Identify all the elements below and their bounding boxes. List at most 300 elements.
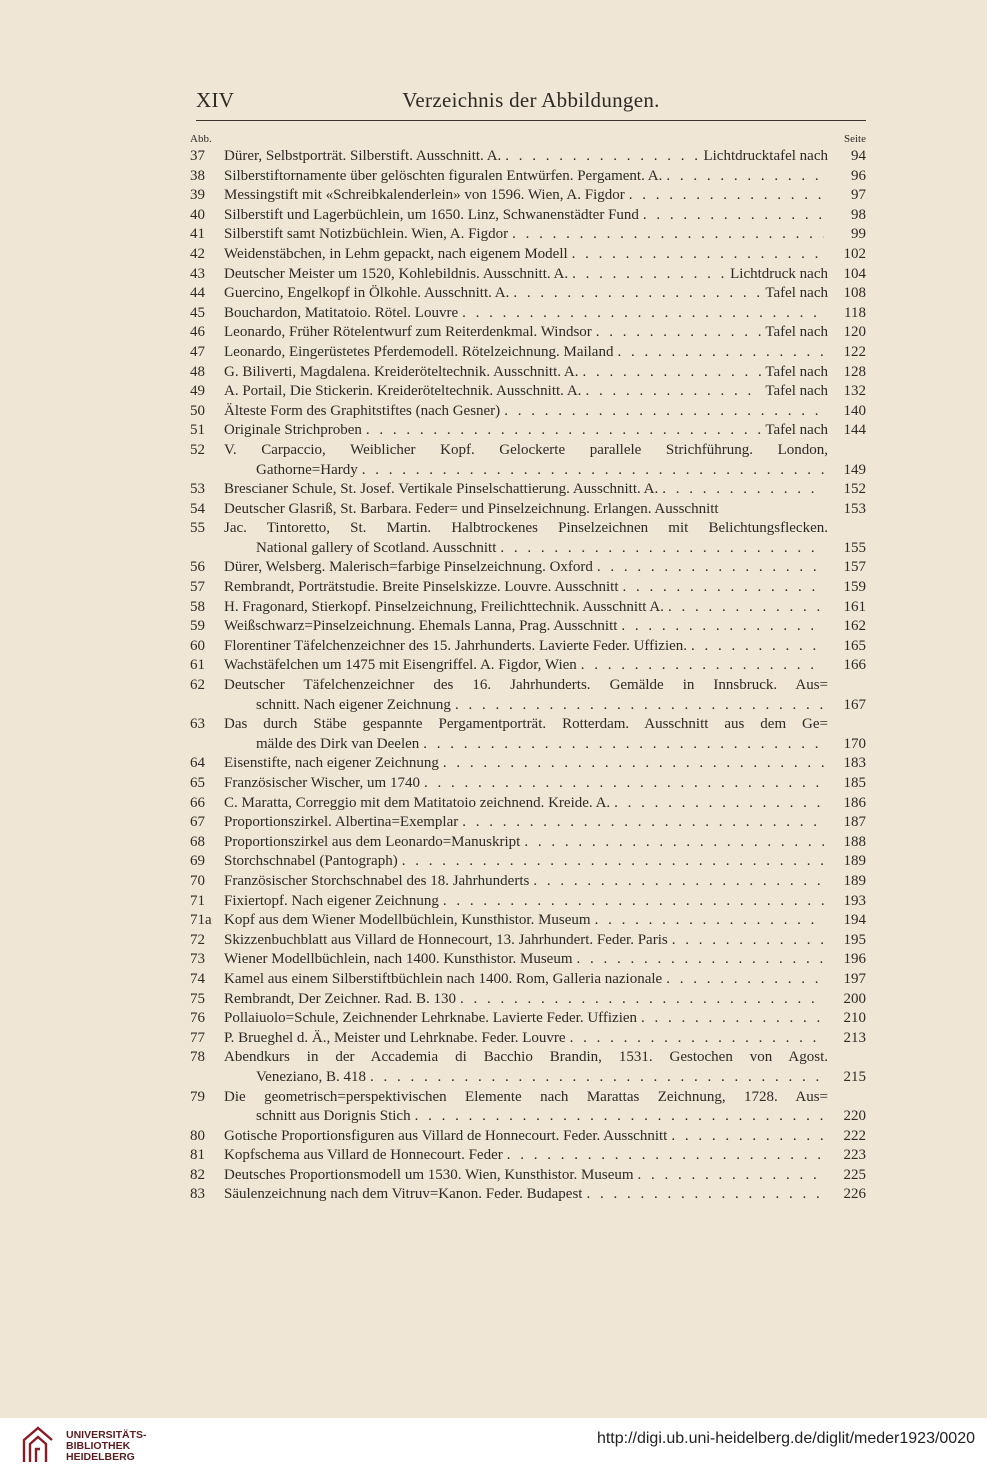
caption-text: Guercino, Engelkopf in Ölkohle. Ausschnitt. A. xyxy=(224,285,510,302)
dot-leader xyxy=(623,578,824,598)
figure-number: 43 xyxy=(190,265,205,282)
page-reference: 149 xyxy=(843,461,866,478)
dot-leader xyxy=(643,206,824,226)
dot-leader xyxy=(500,539,824,559)
figure-number: 48 xyxy=(190,363,205,380)
caption-text: Kopfschema aus Villard de Honnecourt. Feder xyxy=(224,1147,503,1164)
dot-leader xyxy=(586,1185,824,1205)
page-reference: 170 xyxy=(843,735,866,752)
list-item xyxy=(0,813,987,833)
list-item xyxy=(0,186,987,206)
figure-caption xyxy=(224,402,828,422)
caption-text: Silberstiftornamente über gelöschten figuralen Entwürfen. Pergament. A. xyxy=(224,167,663,184)
caption-text: Storchschnabel (Pantograph) xyxy=(224,853,398,870)
dot-leader xyxy=(572,245,824,265)
dot-leader xyxy=(455,696,824,716)
figure-number: 45 xyxy=(190,304,205,321)
caption-text: mälde des Dirk van Deelen xyxy=(256,735,420,752)
figure-caption xyxy=(224,852,828,872)
page-reference: 210 xyxy=(843,1010,866,1027)
figure-number: 55 xyxy=(190,520,205,537)
plate-note: Tafel nach xyxy=(765,363,828,380)
figure-caption xyxy=(224,500,828,520)
list-item xyxy=(0,754,987,774)
plate-note: Tafel nach xyxy=(765,324,828,341)
figure-number: 38 xyxy=(190,167,205,184)
caption-text: Skizzenbuchblatt aus Villard de Honnecourt, 13. Jahrhundert. Feder. Paris xyxy=(224,931,668,948)
plate-note: Lichtdruck nach xyxy=(730,265,828,282)
caption-text: Deutscher Meister um 1520, Kohlebildnis. Ausschnitt. A. xyxy=(224,265,569,282)
list-item xyxy=(0,245,987,265)
dot-leader xyxy=(507,1146,824,1166)
library-name-line1: UNIVERSITÄTS- xyxy=(66,1429,147,1441)
figure-caption xyxy=(224,167,828,187)
figure-caption xyxy=(224,794,828,814)
figure-number: 49 xyxy=(190,383,205,400)
dot-leader xyxy=(666,970,824,990)
list-item xyxy=(0,441,987,480)
caption-text: Deutsches Proportionsmodell um 1530. Wien, Kunsthistor. Museum xyxy=(224,1166,634,1183)
caption-text: Leonardo, Früher Rötelentwurf zum Reiterdenkmal. Windsor xyxy=(224,324,592,341)
page-reference: 102 xyxy=(843,245,866,262)
page-reference: 97 xyxy=(851,187,866,204)
page-reference: 223 xyxy=(843,1147,866,1164)
list-item xyxy=(0,970,987,990)
caption-text: Silberstift samt Notizbüchlein. Wien, A. Figdor xyxy=(224,226,509,243)
dot-leader xyxy=(512,225,824,245)
figure-caption xyxy=(224,715,828,754)
caption-text: Proportionszirkel aus dem Leonardo=Manuskript xyxy=(224,833,521,850)
caption-text: C. Maratta, Correggio mit dem Matitatoio zeichnend. Kreide. A. xyxy=(224,794,611,811)
page-reference: 161 xyxy=(843,598,866,615)
dot-leader xyxy=(596,323,762,343)
figure-number: 64 xyxy=(190,755,205,772)
caption-text: Älteste Form des Graphitstiftes (nach Gesner) xyxy=(224,402,501,419)
figure-caption xyxy=(224,754,828,774)
figure-number: 41 xyxy=(190,226,205,243)
figure-caption xyxy=(224,911,828,931)
dot-leader xyxy=(424,774,824,794)
list-item xyxy=(0,1048,987,1087)
page-reference: 165 xyxy=(843,637,866,654)
figure-caption xyxy=(224,323,828,343)
page-reference: 183 xyxy=(843,755,866,772)
list-item xyxy=(0,225,987,245)
figure-number: 40 xyxy=(190,206,205,223)
figure-caption xyxy=(224,558,828,578)
page-reference: 144 xyxy=(843,422,866,439)
caption-text: Weidenstäbchen, in Lehm gepackt, nach eigenem Modell xyxy=(224,245,568,262)
caption-text: Leonardo, Eingerüstetes Pferdemodell. Rötelzeichnung. Mailand xyxy=(224,343,614,360)
column-head-seite: Seite xyxy=(844,133,866,145)
list-item xyxy=(0,421,987,441)
figure-caption xyxy=(224,245,828,265)
figure-number: 77 xyxy=(190,1029,205,1046)
figure-number: 62 xyxy=(190,677,205,694)
figure-caption xyxy=(224,343,828,363)
figure-caption xyxy=(224,382,828,402)
dot-leader xyxy=(617,343,824,363)
dot-leader xyxy=(402,852,824,872)
page-reference: 226 xyxy=(843,1186,866,1203)
list-item xyxy=(0,402,987,422)
library-name xyxy=(66,1430,147,1463)
figure-caption xyxy=(224,892,828,912)
figure-number: 60 xyxy=(190,637,205,654)
caption-text: Bouchardon, Matitatoio. Rötel. Louvre xyxy=(224,304,459,321)
list-item xyxy=(0,206,987,226)
list-item xyxy=(0,637,987,657)
caption-text: A. Portail, Die Stickerin. Kreideröteltechnik. Ausschnitt. A. xyxy=(224,383,582,400)
figure-number: 51 xyxy=(190,422,205,439)
figure-caption xyxy=(224,186,828,206)
page-reference: 196 xyxy=(843,951,866,968)
caption-text: Fixiertopf. Nach eigener Zeichnung xyxy=(224,892,439,909)
dot-leader xyxy=(614,794,824,814)
dot-leader xyxy=(513,284,761,304)
list-item xyxy=(0,382,987,402)
page-reference: 193 xyxy=(843,892,866,909)
figure-caption xyxy=(224,931,828,951)
figure-number: 63 xyxy=(190,716,205,733)
figure-number: 53 xyxy=(190,481,205,498)
dot-leader xyxy=(583,363,762,383)
list-item xyxy=(0,284,987,304)
figure-number: 70 xyxy=(190,872,205,889)
list-item xyxy=(0,363,987,383)
caption-text: Wachstäfelchen um 1475 mit Eisengriffel. A. Figdor, Wien xyxy=(224,657,577,674)
figure-caption xyxy=(224,1088,828,1127)
figure-caption xyxy=(224,363,828,383)
list-item xyxy=(0,892,987,912)
dot-leader xyxy=(662,480,824,500)
list-item xyxy=(0,715,987,754)
list-item xyxy=(0,265,987,285)
library-name-line3: HEIDELBERG xyxy=(66,1451,135,1463)
plate-note: Tafel nach xyxy=(765,285,828,302)
caption-line-1: Jac. Tintoretto, St. Martin. Halbtrockenes Pinselzeichnen mit Belichtungsflecken. xyxy=(224,520,828,537)
caption-text: H. Fragonard, Stierkopf. Pinselzeichnung, Freilichttechnik. Ausschnitt A. xyxy=(224,598,664,615)
list-item xyxy=(0,304,987,324)
caption-text: Originale Strichproben xyxy=(224,422,362,439)
list-item xyxy=(0,911,987,931)
figure-number: 52 xyxy=(190,441,205,458)
figure-number: 59 xyxy=(190,618,205,635)
dot-leader xyxy=(629,186,824,206)
figure-number: 46 xyxy=(190,324,205,341)
figure-number: 44 xyxy=(190,285,205,302)
figure-caption xyxy=(224,1146,828,1166)
figure-caption xyxy=(224,1166,828,1186)
figure-number: 76 xyxy=(190,1010,205,1027)
dot-leader xyxy=(415,1107,824,1127)
list-item xyxy=(0,852,987,872)
figure-caption xyxy=(224,774,828,794)
figure-caption xyxy=(224,970,828,990)
dot-leader xyxy=(443,892,824,912)
dot-leader xyxy=(505,147,699,167)
dot-leader xyxy=(671,1127,824,1147)
figure-caption xyxy=(224,1185,828,1205)
page-reference: 215 xyxy=(843,1068,866,1085)
figure-number: 61 xyxy=(190,657,205,674)
figure-number: 73 xyxy=(190,951,205,968)
figure-number: 37 xyxy=(190,148,205,164)
figure-list xyxy=(0,147,987,1205)
figure-number: 82 xyxy=(190,1166,205,1183)
list-item xyxy=(0,1088,987,1127)
list-item xyxy=(0,1009,987,1029)
page-reference: 197 xyxy=(843,970,866,987)
figure-caption xyxy=(224,833,828,853)
page-reference: 194 xyxy=(843,912,866,929)
page-reference: 104 xyxy=(843,265,866,282)
page-reference: 185 xyxy=(843,775,866,791)
caption-text: Pollaiuolo=Schule, Zeichnender Lehrknabe. Lavierte Feder. Uffizien xyxy=(224,1010,638,1027)
figure-caption xyxy=(224,225,828,245)
page-reference: 195 xyxy=(843,931,866,948)
figure-caption xyxy=(224,656,828,676)
dot-leader xyxy=(362,461,824,481)
caption-text: Kopf aus dem Wiener Modellbüchlein, Kunsthistor. Museum xyxy=(224,912,591,929)
page-reference: 152 xyxy=(843,481,866,498)
page-reference: 213 xyxy=(843,1029,866,1046)
dot-leader xyxy=(524,833,824,853)
dot-leader xyxy=(443,754,824,774)
figure-number: 42 xyxy=(190,245,205,262)
figure-caption xyxy=(224,872,828,892)
dot-leader xyxy=(462,813,824,833)
list-item xyxy=(0,519,987,558)
caption-text: Gotische Proportionsfiguren aus Villard de Honnecourt. Feder. Ausschnitt xyxy=(224,1127,668,1144)
page-reference: 166 xyxy=(843,657,866,674)
page-reference: 155 xyxy=(843,539,866,556)
caption-text: National gallery of Scotland. Ausschnitt xyxy=(256,539,497,556)
page-reference: 94 xyxy=(851,148,866,164)
figure-number: 81 xyxy=(190,1147,205,1164)
list-item xyxy=(0,794,987,814)
figure-number: 56 xyxy=(190,559,205,576)
figure-caption xyxy=(224,1029,828,1049)
list-item xyxy=(0,1029,987,1049)
page-reference: 128 xyxy=(843,363,866,380)
plate-note: Lichtdrucktafel nach xyxy=(703,148,828,164)
page-reference: 140 xyxy=(843,402,866,419)
dot-leader xyxy=(641,1009,824,1029)
dot-leader xyxy=(595,911,824,931)
page-reference: 189 xyxy=(843,872,866,889)
dot-leader xyxy=(585,382,761,402)
list-item xyxy=(0,167,987,187)
list-item xyxy=(0,1127,987,1147)
list-item xyxy=(0,1166,987,1186)
page-reference: 188 xyxy=(843,833,866,850)
figure-number: 39 xyxy=(190,187,205,204)
figure-number: 57 xyxy=(190,579,205,596)
figure-caption xyxy=(224,1009,828,1029)
page-reference: 132 xyxy=(843,383,866,400)
plate-note: Tafel nach xyxy=(765,422,828,439)
dot-leader xyxy=(570,1029,824,1049)
figure-number: 50 xyxy=(190,402,205,419)
caption-line-1: Die geometrisch=perspektivischen Elemente nach Marattas Zeichnung, 1728. Aus= xyxy=(224,1088,828,1105)
page-reference: 222 xyxy=(843,1127,866,1144)
list-item xyxy=(0,676,987,715)
figure-number: 71a xyxy=(190,912,212,929)
list-item xyxy=(0,147,987,167)
figure-number: 78 xyxy=(190,1049,205,1066)
list-item xyxy=(0,558,987,578)
dot-leader xyxy=(370,1068,824,1088)
figure-number: 65 xyxy=(190,775,205,791)
figure-caption xyxy=(224,676,828,715)
dot-leader xyxy=(666,167,824,187)
figure-caption xyxy=(224,813,828,833)
figure-number: 54 xyxy=(190,500,205,517)
list-item xyxy=(0,931,987,951)
figure-caption xyxy=(224,950,828,970)
list-item xyxy=(0,833,987,853)
figure-caption xyxy=(224,284,828,304)
dot-leader xyxy=(638,1166,824,1186)
figure-number: 69 xyxy=(190,853,205,870)
dot-leader xyxy=(533,872,824,892)
page-reference: 162 xyxy=(843,618,866,635)
page-reference: 200 xyxy=(843,990,866,1007)
caption-text: G. Biliverti, Magdalena. Kreideröteltechnik. Ausschnitt. A. xyxy=(224,363,579,380)
page-reference: 187 xyxy=(843,814,866,831)
caption-text: schnitt aus Dorignis Stich xyxy=(256,1108,411,1125)
caption-text: schnitt. Nach eigener Zeichnung xyxy=(256,696,451,713)
dot-leader xyxy=(462,304,824,324)
list-item xyxy=(0,950,987,970)
dot-leader xyxy=(672,931,824,951)
figure-number: 74 xyxy=(190,970,205,987)
list-item xyxy=(0,343,987,363)
page-reference: 108 xyxy=(843,285,866,302)
page-reference: 157 xyxy=(843,559,866,576)
caption-text: Brescianer Schule, St. Josef. Vertikale Pinselschattierung. Ausschnitt. A. xyxy=(224,481,659,498)
library-logo-icon xyxy=(18,1424,60,1466)
figure-number: 83 xyxy=(190,1186,205,1203)
dot-leader xyxy=(581,656,824,676)
page-reference: 189 xyxy=(843,853,866,870)
caption-text: Dürer, Welsberg. Malerisch=farbige Pinselzeichnung. Oxford xyxy=(224,559,593,576)
header-rule xyxy=(196,120,866,121)
list-item xyxy=(0,872,987,892)
figure-caption xyxy=(224,578,828,598)
figure-number: 47 xyxy=(190,343,205,360)
dot-leader xyxy=(504,402,824,422)
list-item xyxy=(0,656,987,676)
column-head-abb: Abb. xyxy=(190,133,212,145)
caption-text: Kamel aus einem Silberstiftbüchlein nach 1400. Rom, Galleria nazionale xyxy=(224,970,663,987)
page-reference: 220 xyxy=(843,1108,866,1125)
figure-number: 80 xyxy=(190,1127,205,1144)
figure-caption xyxy=(224,990,828,1010)
list-item xyxy=(0,480,987,500)
figure-number: 75 xyxy=(190,990,205,1007)
dot-leader xyxy=(460,990,824,1010)
figure-caption xyxy=(224,1048,828,1087)
figure-caption xyxy=(224,206,828,226)
page-reference: 120 xyxy=(843,324,866,341)
page-reference: 99 xyxy=(851,226,866,243)
dot-leader xyxy=(668,598,824,618)
dot-leader xyxy=(572,265,726,285)
list-item xyxy=(0,617,987,637)
source-url[interactable]: http://digi.ub.uni-heidelberg.de/diglit/meder1923/0020 xyxy=(596,1430,975,1447)
list-item xyxy=(0,1185,987,1205)
list-item xyxy=(0,598,987,618)
page-reference: 98 xyxy=(851,206,866,223)
figure-caption xyxy=(224,304,828,324)
dot-leader xyxy=(366,421,761,441)
figure-number: 68 xyxy=(190,833,205,850)
caption-line-1: Das durch Stäbe gespannte Pergamentporträt. Rotterdam. Ausschnitt aus dem Ge= xyxy=(224,716,828,733)
caption-text: Proportionszirkel. Albertina=Exemplar xyxy=(224,814,459,831)
page-reference: 96 xyxy=(851,167,866,184)
figure-caption xyxy=(224,598,828,618)
caption-text: Rembrandt, Porträtstudie. Breite Pinselskizze. Louvre. Ausschnitt xyxy=(224,579,619,596)
dot-leader xyxy=(423,735,824,755)
list-item xyxy=(0,578,987,598)
dot-leader xyxy=(621,617,824,637)
caption-text: Französischer Storchschnabel des 18. Jahrhunderts xyxy=(224,872,530,889)
figure-number: 67 xyxy=(190,814,205,831)
caption-text: P. Brueghel d. Ä., Meister und Lehrknabe. Feder. Louvre xyxy=(224,1029,566,1046)
caption-text: Französischer Wischer, um 1740 xyxy=(224,775,420,791)
page-reference: 225 xyxy=(843,1166,866,1183)
list-item xyxy=(0,774,987,794)
figure-caption xyxy=(224,637,828,657)
figure-number: 66 xyxy=(190,794,205,811)
library-name-line2: BIBLIOTHEK xyxy=(66,1440,131,1452)
figure-number: 71 xyxy=(190,892,205,909)
caption-text: Veneziano, B. 418 xyxy=(256,1068,366,1085)
dot-leader xyxy=(597,558,824,578)
plate-note: Tafel nach xyxy=(765,383,828,400)
figure-caption xyxy=(224,265,828,285)
page-reference: 167 xyxy=(843,696,866,713)
figure-caption xyxy=(224,617,828,637)
caption-text: Silberstift und Lagerbüchlein, um 1650. Linz, Schwanenstädter Fund xyxy=(224,206,639,223)
figure-caption xyxy=(224,480,828,500)
header-page-number: XIV xyxy=(196,88,235,112)
figure-caption xyxy=(224,1127,828,1147)
list-item xyxy=(0,990,987,1010)
caption-text: Florentiner Täfelchenzeichner des 15. Jahrhunderts. Lavierte Feder. Uffizien. xyxy=(224,637,688,654)
list-item xyxy=(0,500,987,520)
caption-text: Dürer, Selbstporträt. Silberstift. Ausschnitt. A. xyxy=(224,148,502,164)
figure-caption xyxy=(224,421,828,441)
page-reference: 186 xyxy=(843,794,866,811)
list-item xyxy=(0,323,987,343)
figure-number: 72 xyxy=(190,931,205,948)
caption-text: Eisenstifte, nach eigener Zeichnung xyxy=(224,755,439,772)
figure-number: 58 xyxy=(190,598,205,615)
caption-text: Deutscher Glasriß, St. Barbara. Feder= und Pinselzeichnung. Erlangen. Ausschnitt xyxy=(224,500,719,517)
caption-text: Wiener Modellbüchlein, nach 1400. Kunsthistor. Museum xyxy=(224,951,573,968)
caption-text: Säulenzeichnung nach dem Vitruv=Kanon. Feder. Budapest xyxy=(224,1186,583,1203)
figure-caption xyxy=(224,519,828,558)
dot-leader xyxy=(577,950,824,970)
caption-line-1: V. Carpaccio, Weiblicher Kopf. Gelockerte parallele Strichführung. London, xyxy=(224,441,828,458)
figure-number: 79 xyxy=(190,1088,205,1105)
header-title: Verzeichnis der Abbildungen. xyxy=(402,88,660,112)
caption-text: Gathorne=Hardy xyxy=(256,461,358,478)
list-item xyxy=(0,1146,987,1166)
